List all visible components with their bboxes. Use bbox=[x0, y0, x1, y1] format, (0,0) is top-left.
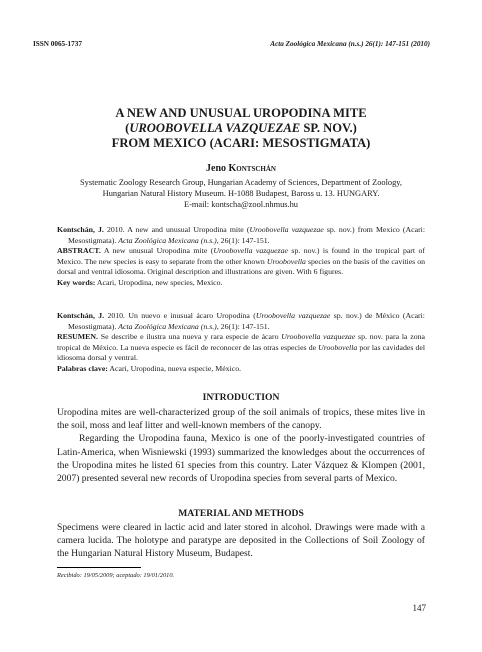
title-species: UROOBOVELLA VAZQUEZAE bbox=[129, 121, 301, 135]
title-line-3: FROM MEXICO (ACARI: MESOSTIGMATA) bbox=[111, 136, 371, 150]
introduction-paragraph-2: Regarding the Uropodina fauna, Mexico is one of the poorly-investigated countries of Latin-America, when Wisniewski (1993) summarized the knowledges about the occurrences of the Uropodina mites he listed 61 species from this country. Later Vázquez & Klompen (2001, 2007) presented several new records of Uropodina species from several parts of Mexico. bbox=[57, 433, 425, 485]
footnote-rule bbox=[57, 567, 141, 568]
introduction-heading: INTRODUCTION bbox=[202, 392, 280, 403]
english-abstract: ABSTRACT. A new unusual Uropodina mite (Uroobovella vazquezae sp. nov.) is found in the tropical part of Mexico. The new species is easy to separate from the other known Uroobovella species on the basis of the cavities on dorsal and ventral idiosoma. Original description and illustrations are given. With 6 figures. bbox=[57, 246, 426, 277]
running-header bbox=[33, 40, 430, 48]
introduction-paragraph-1: Uropodina mites are well-characterized group of the soil animals of tropics, these mites live in the soil, moss and leaf litter and well-known members of the canopy. bbox=[57, 407, 425, 432]
title-line-2: (UROOBOVELLA VAZQUEZAE SP. NOV.) bbox=[125, 121, 357, 135]
english-keywords: Key words: Acari, Uropodina, new species, Mexico. bbox=[57, 277, 223, 287]
issn: ISSN 0065-1737 bbox=[33, 40, 82, 48]
page-number: 147 bbox=[412, 603, 426, 613]
english-abstract-block bbox=[57, 225, 425, 289]
spanish-resumen: RESUMEN. Se describe e ilustra una nueva y rara especie de ácaro Uroobovella vazquezae sp. nov. para la zona tropical de México. La nueva especie es fácil de reconocer de las otras especies de Uroobovella por las cavidades del idiosoma dorsal y ventral. bbox=[57, 332, 425, 363]
affiliation: Systematic Zoology Research Group, Hungarian Academy of Sciences, Department of Zoology, Hungarian Natural History Museum. H-1088 Budapest, Baross u. 13. HUNGARY. E-mail: kontscha@zool.nhmus.hu bbox=[40, 177, 442, 210]
spanish-keywords: Palabras clave: Acari, Uropodina, nueva especie, México. bbox=[57, 363, 242, 373]
title-line-1: A NEW AND UNUSUAL UROPODINA MITE bbox=[115, 106, 367, 120]
methods-heading: MATERIAL AND METHODS bbox=[178, 508, 304, 519]
journal-citation: Acta Zoológica Mexicana (n.s.) 26(1): 147-151 (2010) bbox=[270, 40, 430, 48]
english-citation: Kontschán, J. 2010. A new and unusual Uropodina mite (Uroobovella vazquezae sp. nov.) from Mexico (Acari: Mesostigmata). Acta Zoológica Mexicana (n.s.), 26(1): 147-151. bbox=[57, 225, 426, 245]
introduction-body bbox=[57, 406, 425, 485]
footnote: Recibido: 19/05/2009; aceptado: 19/01/2010. bbox=[57, 572, 175, 579]
methods-body bbox=[57, 521, 425, 561]
spanish-citation: Kontschán, J. 2010. Un nuevo e inusual ácaro Uropodina (Uroobovella vazquezae sp. nov.) de México (Acari: Mesostigmata). Acta Zoológica Mexicana (n.s.), 26(1): 147-151. bbox=[57, 311, 425, 331]
paper-title bbox=[0, 106, 482, 151]
spanish-abstract-block bbox=[57, 311, 425, 375]
author-email: E-mail: kontscha@zool.nhmus.hu bbox=[183, 200, 298, 209]
author-name: Jeno Kontschán bbox=[206, 163, 276, 174]
methods-paragraph-1: Specimens were cleared in lactic acid and later stored in alcohol. Drawings were made with a camera lucida. The holotype and paratype are deposited in the Collections of Soil Zoology of the Hungarian Natural History Museum, Budapest. bbox=[57, 522, 425, 560]
